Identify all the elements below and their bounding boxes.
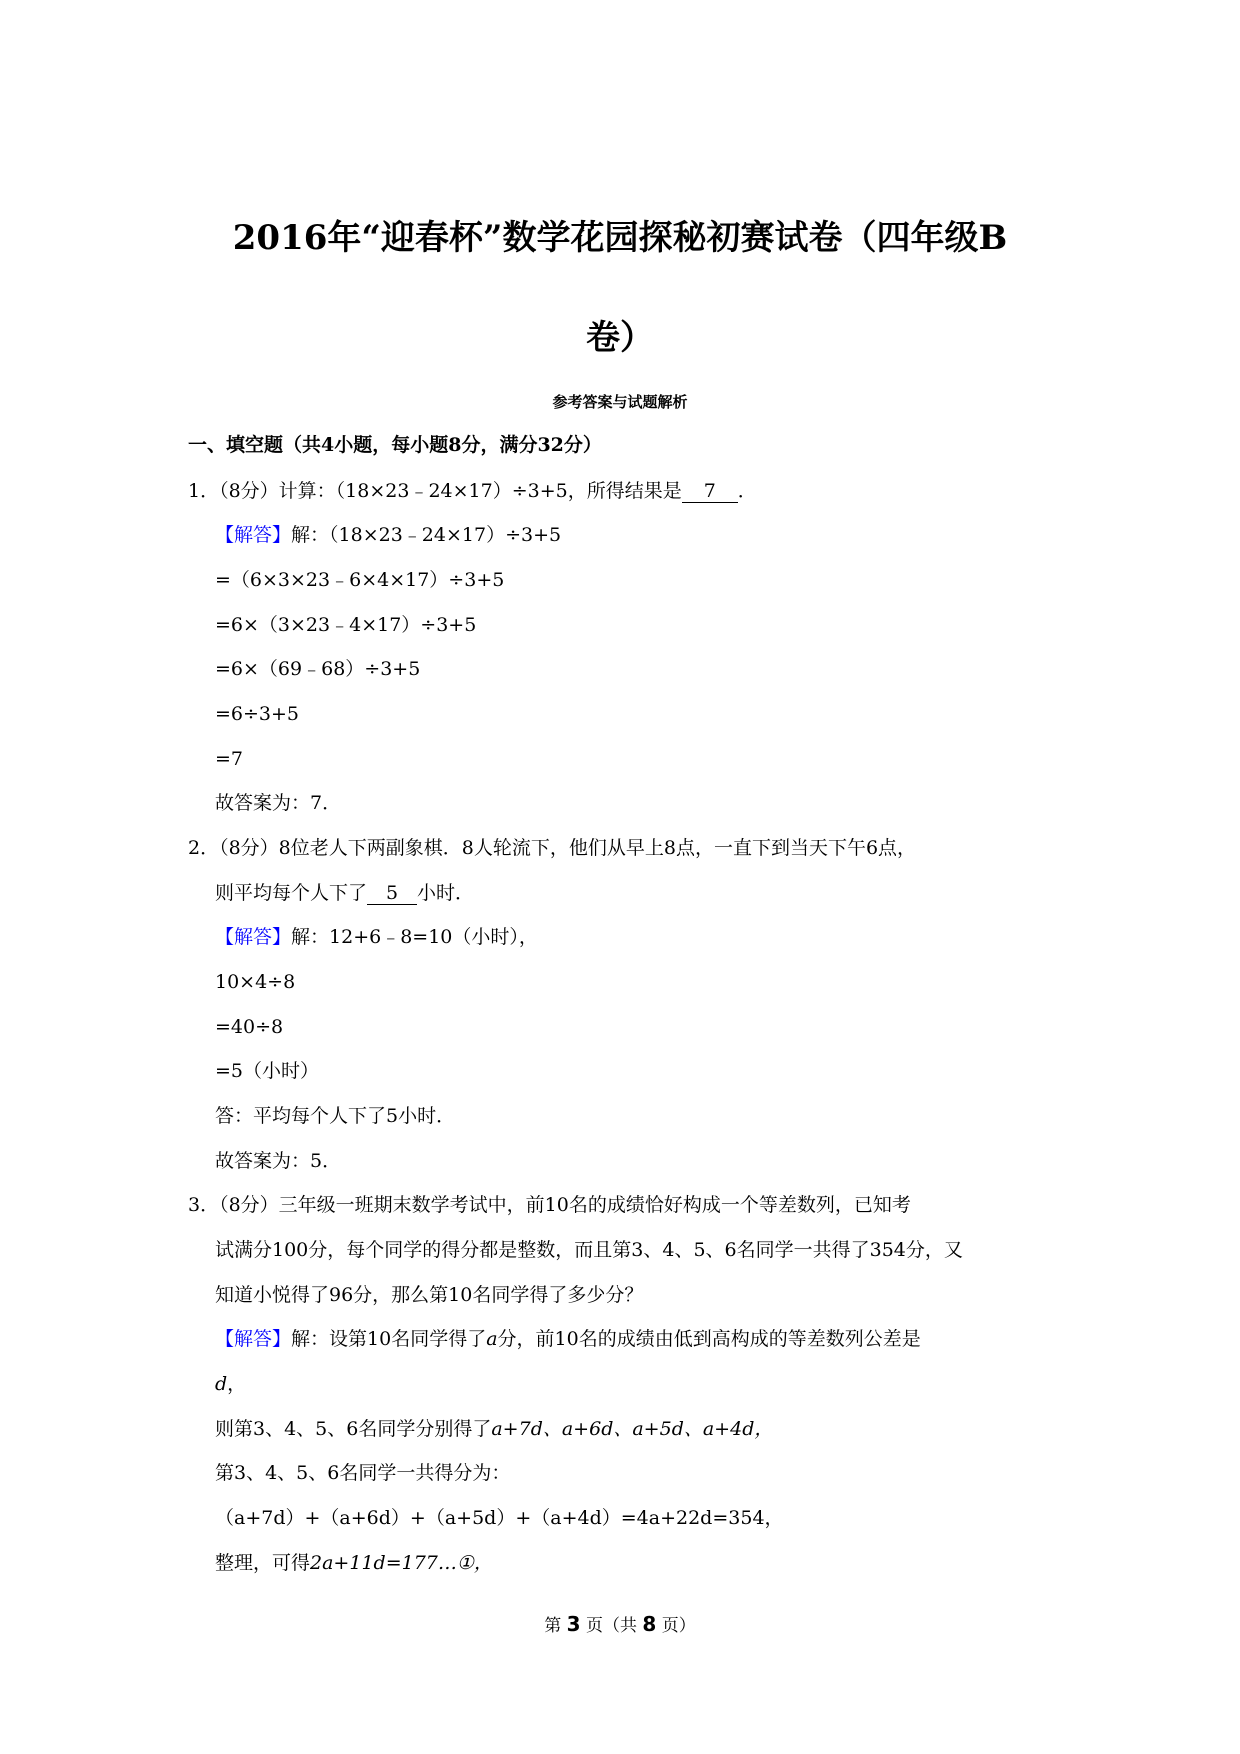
q2-solution-line [215,924,538,950]
q3-step [215,1416,773,1442]
footer-text: 页（共 [586,1616,637,1636]
q1-solution-line [215,522,561,548]
q3-step: 第3、4、5、6名同学一共得分为： [215,1462,511,1484]
q2-answer-sentence: 答：平均每个人下了5小时． [215,1105,456,1127]
q1-step: =6÷3+5 [215,703,300,725]
page-total: 8 [642,1612,657,1636]
question-3-stem-line-2: 试满分100分，每个同学的得分都是整数，而且第3、4、5、6名同学一共得了354分，又 [215,1239,963,1261]
variable-d: d [215,1373,228,1395]
q1-step: =6×（3×23﹣4×17）÷3+5 [215,614,477,636]
q1-conclusion: 故答案为：7． [215,792,342,814]
solution-tag: 【解答】 [215,524,292,546]
question-2-stem-line-2 [215,880,474,906]
solution-text: 解：12+6﹣8=10（小时）， [291,926,538,948]
q2-step: =40÷8 [215,1016,284,1038]
section-heading: 一、填空题（共4小题，每小题8分，满分32分） [188,434,602,456]
page-title-line-2: 卷） [586,318,654,358]
step-formula: a+7d、a+6d、a+5d、a+4d， [491,1418,774,1440]
question-number: 2． [188,837,220,859]
page-title-line-1: 2016年“迎春杯”数学花园探秘初赛试卷（四年级B [232,218,1008,258]
q1-step: =（6×3×23﹣6×4×17）÷3+5 [215,569,505,591]
q3-step-formula: （a+7d）+（a+6d）+（a+5d）+（a+4d）=4a+22d=354， [215,1507,784,1529]
solution-text: 解：设第10名同学得了 [291,1328,487,1350]
step-formula: 2a+11d=177…①， [310,1552,493,1574]
q1-step: =7 [215,748,244,770]
solution-tag: 【解答】 [215,926,292,948]
page-footer [0,1612,1240,1638]
question-text: 小时． [417,882,475,904]
q2-step: =5（小时） [215,1060,320,1082]
q3-solution-line [215,1326,921,1352]
question-3-stem [188,1192,911,1218]
q3-step [215,1550,493,1576]
step-text: 整理，可得 [215,1552,311,1574]
page-number: 3 [566,1612,581,1636]
question-number: 1． [188,480,220,502]
page-subtitle: 参考答案与试题解析 [552,393,688,411]
solution-text: 分，前10名的成绩由低到高构成的等差数列公差是 [497,1328,921,1350]
question-text: （8分）三年级一班期末数学考试中，前10名的成绩恰好构成一个等差数列，已知考 [219,1194,911,1216]
q2-conclusion: 故答案为：5． [215,1150,342,1172]
solution-text: ， [227,1373,247,1395]
footer-text: 第 [544,1616,562,1636]
question-text: （8分）计算：（18×23﹣24×17）÷3+5，所得结果是 [219,480,682,502]
question-text: （8分）8位老人下两副象棋．8人轮流下，他们从早上8点，一直下到当天下午6点， [219,837,917,859]
question-3-stem-line-3: 知道小悦得了96分，那么第10名同学得了多少分？ [215,1284,644,1306]
answer-blank: 7 [682,480,738,503]
q2-step: 10×4÷8 [215,971,296,993]
q1-step: =6×（69﹣68）÷3+5 [215,658,421,680]
solution-tag: 【解答】 [215,1328,292,1350]
variable-a: a [486,1328,498,1350]
q3-solution-line-2 [215,1371,246,1397]
solution-text: 解：（18×23﹣24×17）÷3+5 [291,524,562,546]
question-text-end: ． [737,480,757,502]
step-text: 则第3、4、5、6名同学分别得了 [215,1418,492,1440]
question-2-stem [188,835,916,861]
answer-blank: 5 [367,882,417,905]
question-number: 3． [188,1194,220,1216]
question-1-stem [188,478,757,504]
question-text: 则平均每个人下了 [215,882,368,904]
footer-text: 页） [661,1616,696,1636]
